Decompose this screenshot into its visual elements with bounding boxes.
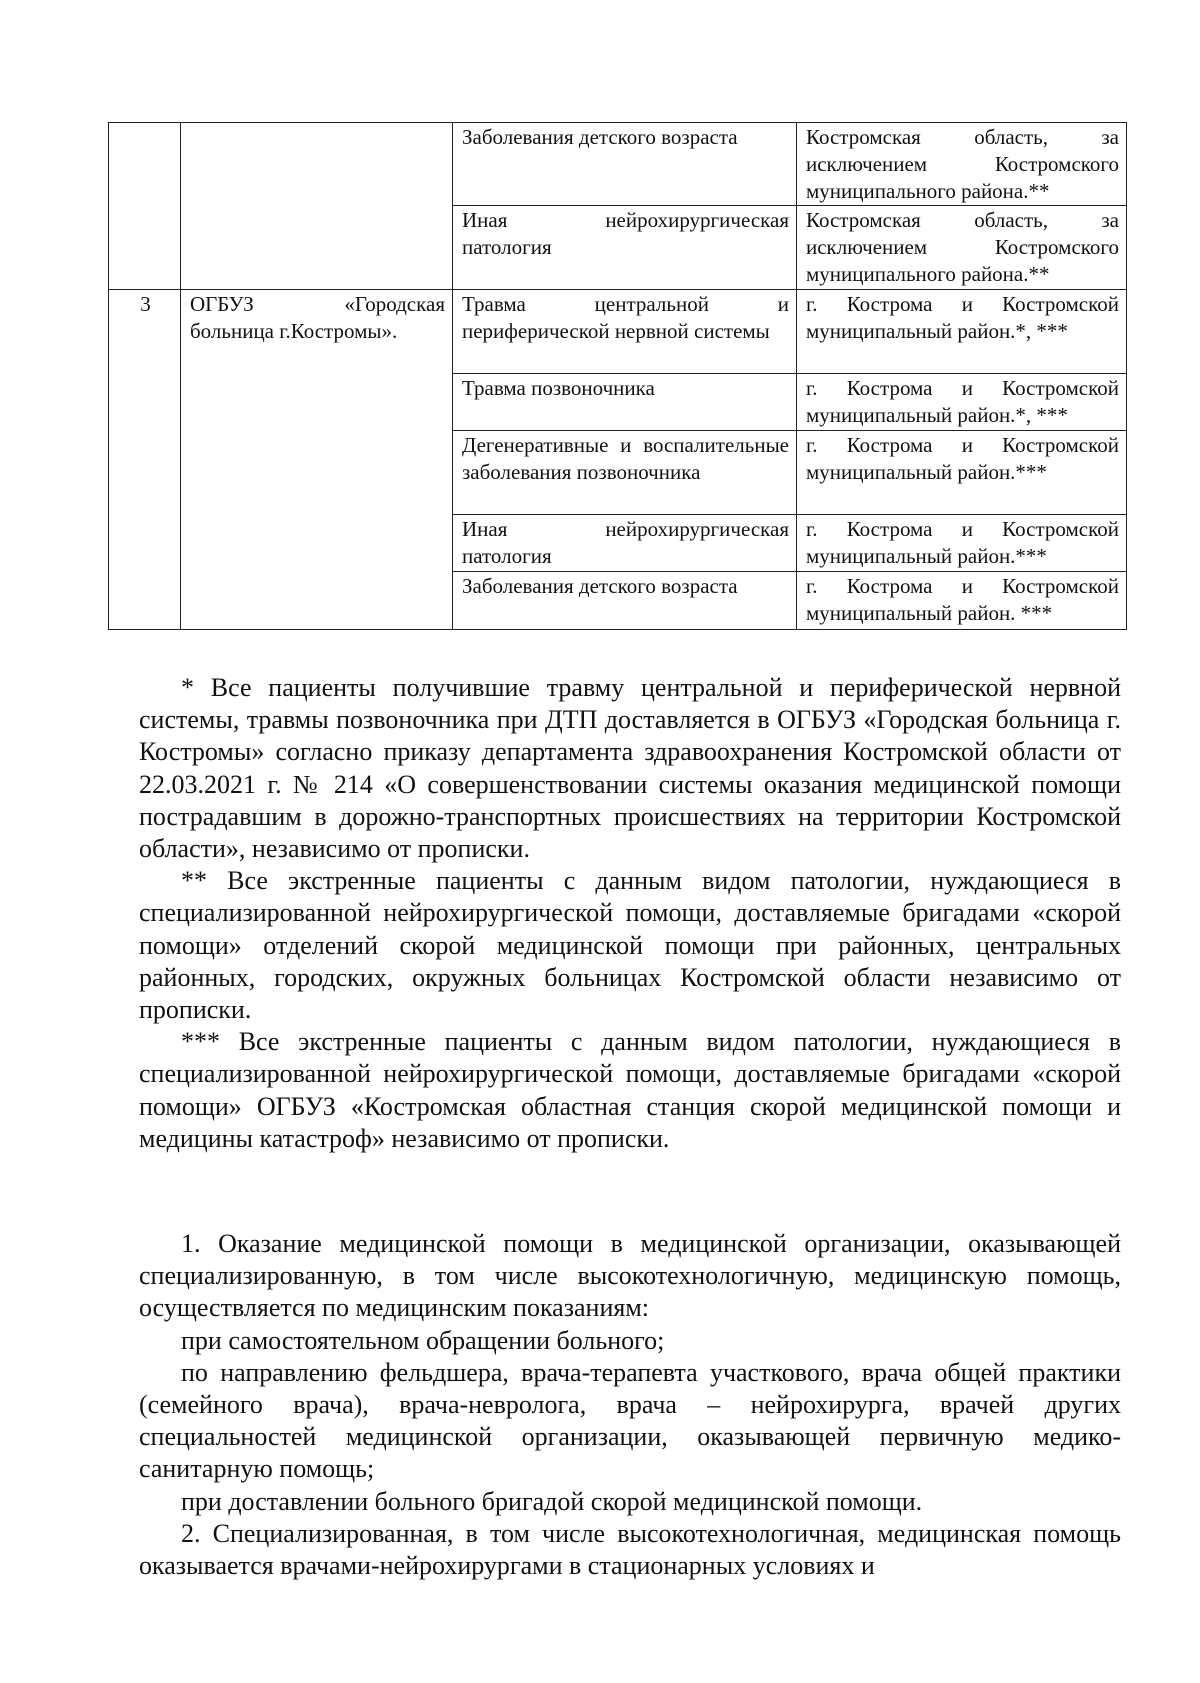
- territory-cell: г. Кострома и Костромской муниципальный район.*, ***: [797, 374, 1127, 431]
- table-row: [109, 290, 1127, 374]
- pathology-cell: Травма позвоночника: [453, 374, 797, 431]
- routing-table: [108, 122, 1127, 630]
- organization-cell: [181, 123, 453, 290]
- territory-cell: Костромская область, за исключением Костромского муниципального района.**: [797, 206, 1127, 290]
- body-text: [139, 1228, 1121, 1582]
- paragraph: при самостоятельном обращении больного;: [181, 1325, 665, 1355]
- footnote-double-star: ** Все экстренные пациенты с данным видом патологии, нуждающиеся в специализированной нейрохирургической помощи, доставляемые бригадами «скорой помощи» отделений скорой медицинской помощи при районных, центральных районных, городских, окружных больницах Костромской области независимо от прописки.: [139, 866, 1121, 1025]
- paragraph: 2. Специализированная, в том числе высокотехнологичная, медицинская помощь оказывается врачами-нейрохирургами в стационарных условиях и: [139, 1518, 1121, 1581]
- pathology-cell: Заболевания детского возраста: [453, 572, 797, 630]
- footnote-triple-star: *** Все экстренные пациенты с данным видом патологии, нуждающиеся в специализированной нейрохирургической помощи, доставляемые бригадами «скорой помощи» ОГБУЗ «Костромская областная станция скорой медицинской помощи и медицины катастроф» независимо от прописки.: [139, 1027, 1121, 1153]
- row-number-cell: [109, 123, 181, 290]
- pathology-cell: Травма центральной и периферической нервной системы: [453, 290, 797, 374]
- footnotes: [139, 672, 1121, 1155]
- paragraph: по направлению фельдшера, врача-терапевта участкового, врача общей практики (семейного врача), врача-невролога, врача – нейрохирурга, врачей других специальностей медицинской организации, оказывающей первичную медико-санитарную помощь;: [139, 1357, 1121, 1484]
- row-number-cell: 3: [109, 290, 181, 630]
- pathology-cell: Заболевания детского возраста: [453, 123, 797, 206]
- pathology-cell: Иная нейрохирургическая патология: [453, 206, 797, 290]
- paragraph: 1. Оказание медицинской помощи в медицинской организации, оказывающей специализированную, в том числе высокотехнологичную, медицинскую помощь, осуществляется по медицинским показаниям:: [139, 1229, 1121, 1323]
- organization-cell: ОГБУЗ «Городская больница г.Костромы».: [181, 290, 453, 630]
- territory-cell: г. Кострома и Костромской муниципальный район.*, ***: [797, 290, 1127, 374]
- table-row: [109, 123, 1127, 206]
- pathology-cell: Дегенеративные и воспалительные заболевания позвоночника: [453, 431, 797, 515]
- territory-cell: г. Кострома и Костромской муниципальный район.***: [797, 431, 1127, 515]
- footnote-single-star: * Все пациенты получившие травму центральной и периферической нервной системы, травмы позвоночника при ДТП доставляется в ОГБУЗ «Городская больница г. Костромы» согласно приказу департамента здравоохранения Костромской области от 22.03.2021 г. № 214 «О совершенствовании системы оказания медицинской помощи пострадавшим в дорожно-транспортных происшествиях на территории Костромской области», независимо от прописки.: [139, 673, 1121, 864]
- paragraph: при доставлении больного бригадой скорой медицинской помощи.: [181, 1486, 923, 1516]
- territory-cell: Костромская область, за исключением Костромского муниципального района.**: [797, 123, 1127, 206]
- pathology-cell: Иная нейрохирургическая патология: [453, 515, 797, 572]
- territory-cell: г. Кострома и Костромской муниципальный район. ***: [797, 572, 1127, 630]
- territory-cell: г. Кострома и Костромской муниципальный район.***: [797, 515, 1127, 572]
